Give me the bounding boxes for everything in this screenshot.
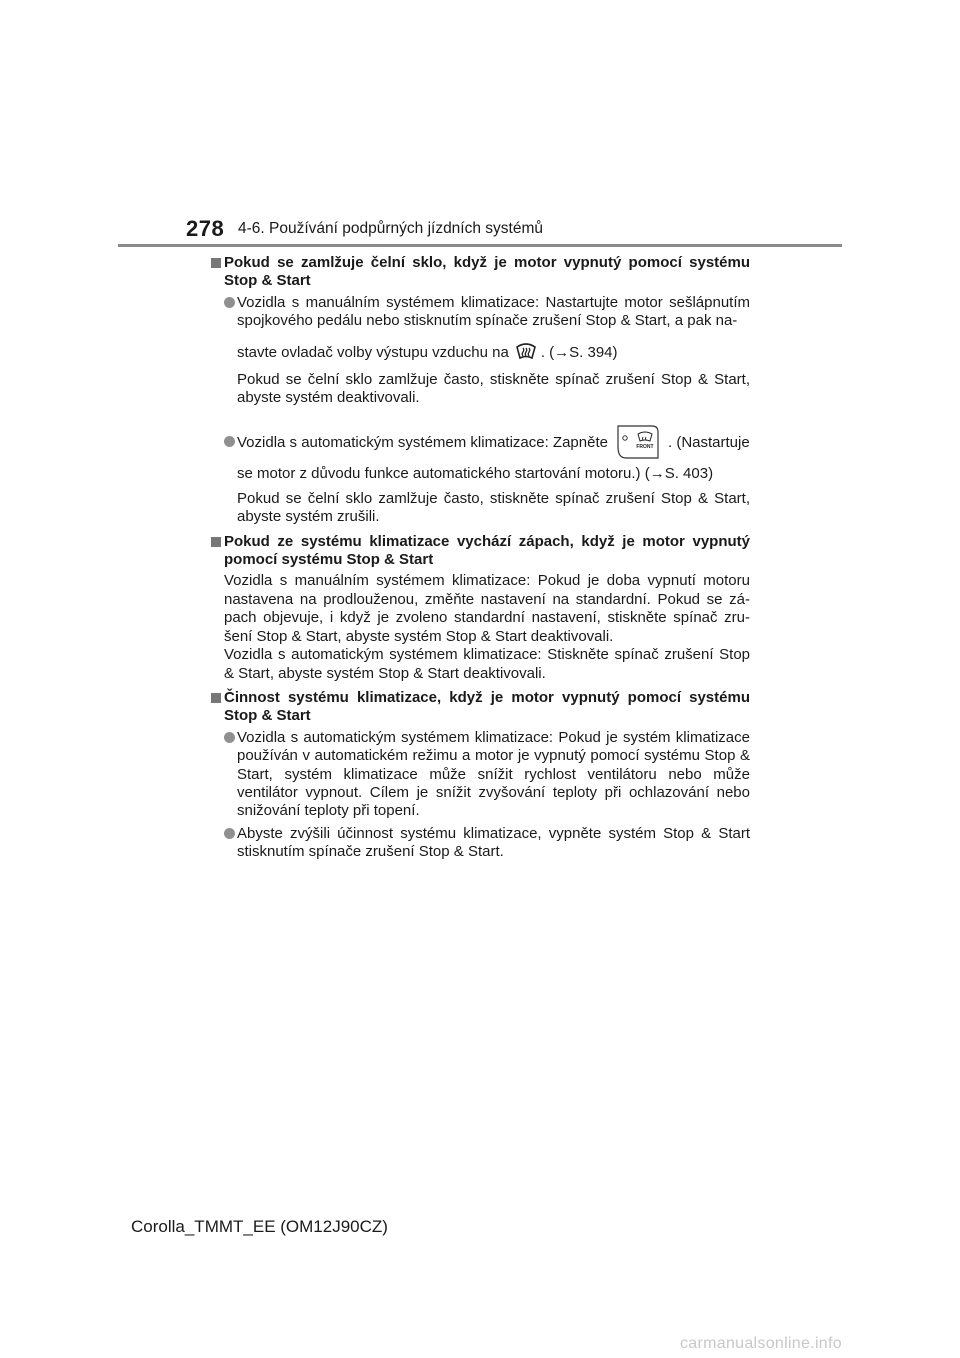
body-text: Vozidla s automatickým systémem klimatizace: Stiskněte spínač zrušení Stop & Start, abyste systém Stop & Start deaktivovali. <box>224 646 750 682</box>
item-text: . (→S. 394) <box>540 343 618 361</box>
list-item <box>224 294 750 363</box>
section-square-icon <box>211 258 221 268</box>
page-content <box>212 254 750 866</box>
list-item <box>224 425 750 483</box>
section-odor <box>212 533 750 683</box>
section-fogging <box>212 254 750 527</box>
section-ac-operation <box>212 689 750 862</box>
chapter-title: 4-6. Používání podpůrných jízdních systémů <box>238 220 543 237</box>
item-text: Vozidla s automatickým systémem klimatizace: Zapněte <box>237 434 608 452</box>
item-text: . (Nastartuje <box>667 434 750 452</box>
watermark: carmanualsonline.info <box>680 1335 842 1352</box>
list-item <box>224 729 750 821</box>
front-defroster-button-icon <box>614 425 660 459</box>
section-title: Pokud se zamlžuje čelní sklo, když je motor vypnutý pomocí systému Stop & Start <box>224 254 750 290</box>
section-title: Pokud ze systému klimatizace vychází zápach, když je motor vypnutý pomocí systému Stop & Start <box>224 532 750 569</box>
bullet-icon <box>224 732 235 743</box>
item-text: Vozidla s automatickým systémem klimatizace: Pokud je systém klimatizace používán v automatickém režimu a motor je vypnutý pomocí systému Stop & Start, systém klimatizace může snížit rychlost ventilátoru nebo může ventilátor vypnout. Cílem je snížit zvyšování teploty při ochlazování nebo snižování teploty při topení. <box>237 728 750 820</box>
item-text: Vozidla s manuálním systémem klimatizace: Nastartujte motor sešlápnutím spojkového pedálu nebo stisknutím spínače zrušení Stop & Start, a pak na- <box>237 293 750 330</box>
page-number: 278 <box>186 216 225 241</box>
section-square-icon <box>211 537 221 547</box>
footer-model-code: Corolla_TMMT_EE (OM12J90CZ) <box>131 1217 388 1236</box>
item-text: Abyste zvýšili účinnost systému klimatizace, vypněte systém Stop & Start stisknutím spínače zrušení Stop & Start. <box>237 824 750 861</box>
header-divider <box>118 244 842 247</box>
section-title: Činnost systému klimatizace, když je motor vypnutý pomocí systému Stop & Start <box>224 688 750 725</box>
note-text: Pokud se čelní sklo zamlžuje často, stiskněte spínač zrušení Stop & Start, abyste systém deaktivovali. <box>237 370 750 407</box>
bullet-icon <box>224 297 235 308</box>
item-text: stavte ovladač volby výstupu vzduchu na <box>237 343 509 361</box>
body-text: Vozidla s manuálním systémem klimatizace: Pokud je doba vypnutí motoru nastavena na prodlouženou, změňte nastavení na standardní. Pokud se zá-pach objevuje, i když je zvoleno standardní nastavení, stiskněte spínač zru-šení Stop & Start, abyste systém Stop & Start deaktivovali. <box>224 572 750 645</box>
section-square-icon <box>211 693 221 703</box>
note-text: Pokud se čelní sklo zamlžuje často, stiskněte spínač zrušení Stop & Start, abyste systém zrušili. <box>237 489 750 526</box>
bullet-icon <box>224 436 235 447</box>
list-item <box>224 825 750 862</box>
item-text: se motor z důvodu funkce automatického startování motoru.) (→S. 403) <box>237 465 714 483</box>
windshield-defroster-icon <box>515 341 537 361</box>
item-text-line <box>237 341 750 363</box>
bullet-icon <box>224 828 235 839</box>
front-label: FRONT <box>636 444 654 451</box>
